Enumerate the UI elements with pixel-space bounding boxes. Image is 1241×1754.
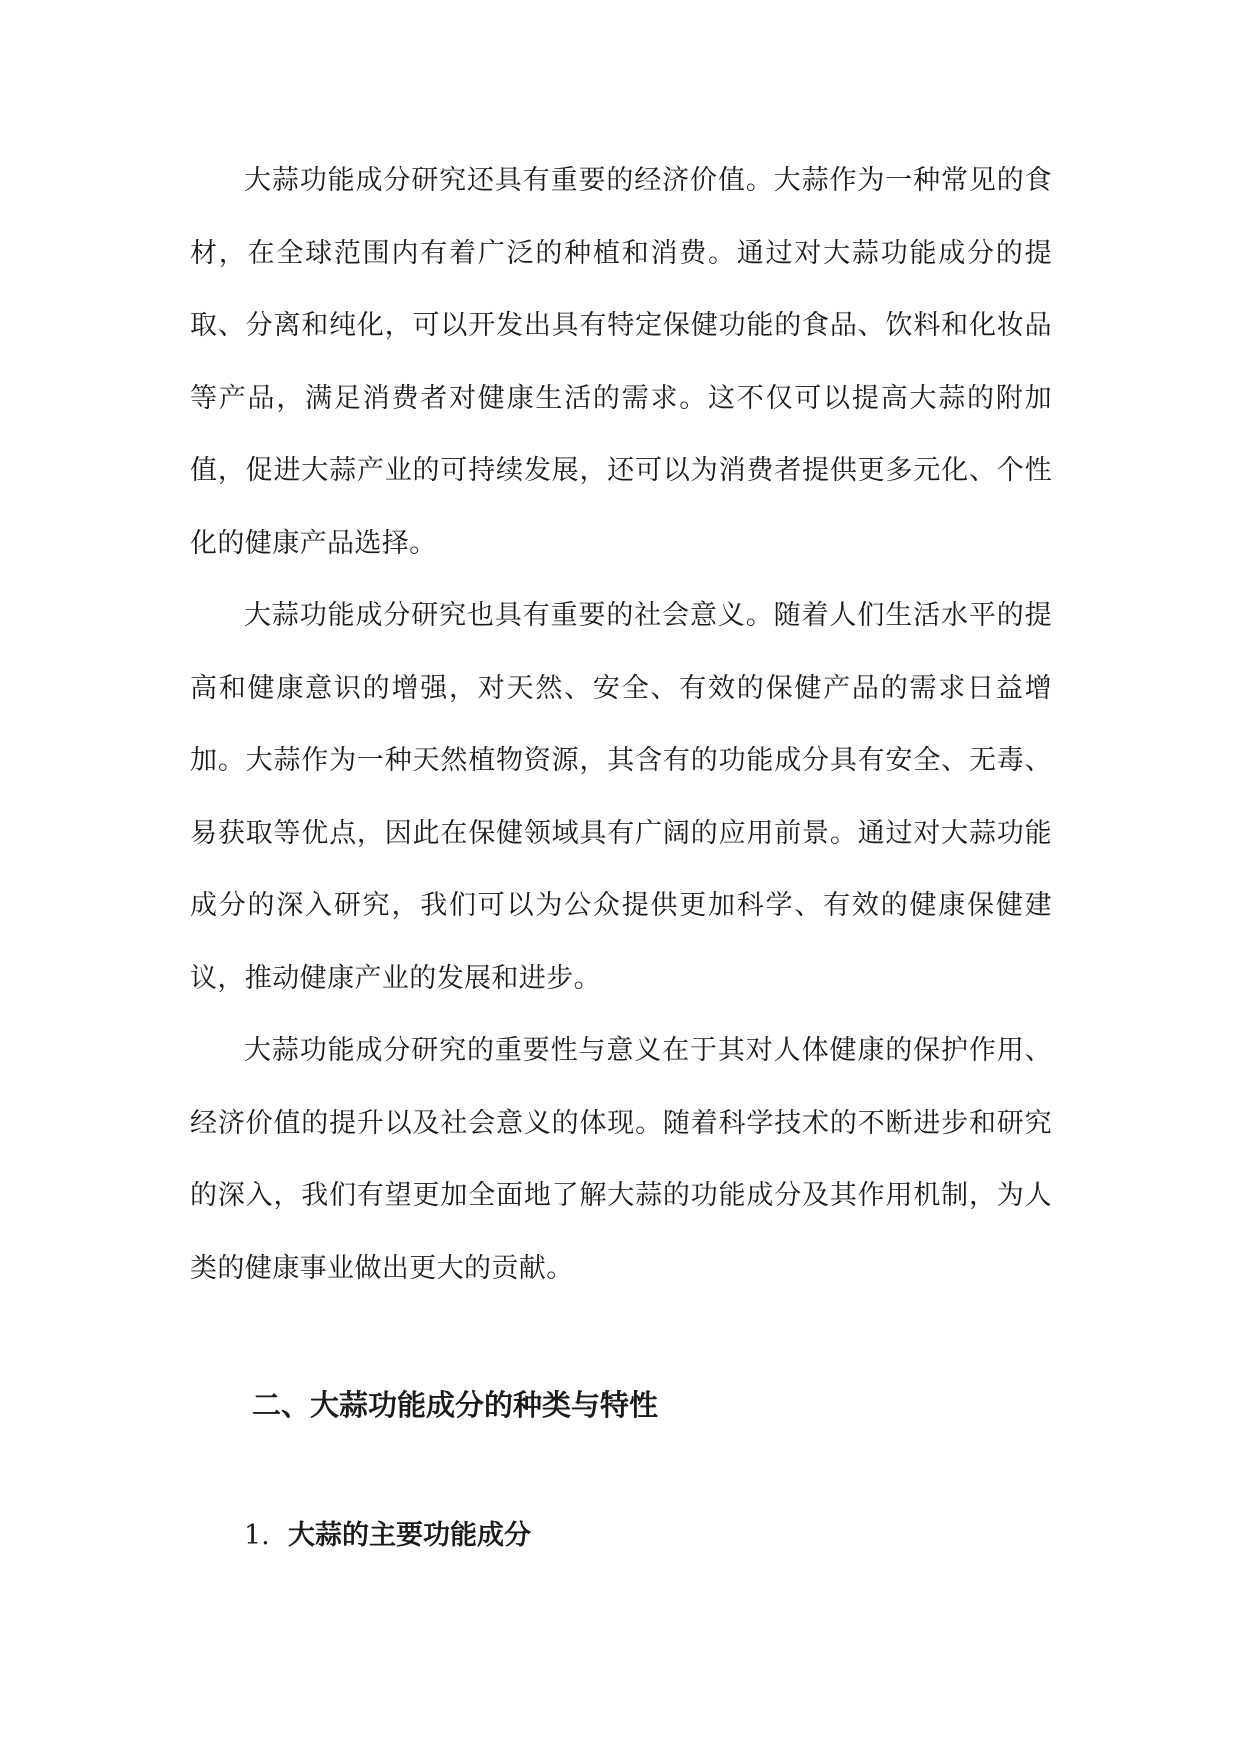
section-heading: 二、大蒜功能成分的种类与特性 [252, 1388, 659, 1422]
subsection-title: 大蒜的主要功能成分 [288, 1520, 531, 1551]
subsection-number: 1. [244, 1520, 270, 1551]
document-body [190, 145, 1052, 1551]
paragraph-economic-value: 大蒜功能成分研究还具有重要的经济价值。大蒜作为一种常见的食材，在全球范围内有着广泛的种植和消费。通过对大蒜功能成分的提取、分离和纯化，可以开发出具有特定保健功能的食品、饮料和化妆品等产品，满足消费者对健康生活的需求。这不仅可以提高大蒜的附加值，促进大蒜产业的可持续发展，还可以为消费者提供更多元化、个性化的健康产品选择。 [190, 165, 1052, 559]
paragraph-social-significance: 大蒜功能成分研究也具有重要的社会意义。随着人们生活水平的提高和健康意识的增强，对天然、安全、有效的保健产品的需求日益增加。大蒜作为一种天然植物资源，其含有的功能成分具有安全、无毒、易获取等优点，因此在保健领域具有广阔的应用前景。通过对大蒜功能成分的深入研究，我们可以为公众提供更加科学、有效的健康保健建议，推动健康产业的发展和进步。 [190, 600, 1052, 994]
paragraph-summary: 大蒜功能成分研究的重要性与意义在于其对人体健康的保护作用、经济价值的提升以及社会意义的体现。随着科学技术的不断进步和研究的深入，我们有望更加全面地了解大蒜的功能成分及其作用机制，为人类的健康事业做出更大的贡献。 [190, 1035, 1052, 1284]
subsection-heading [190, 1516, 531, 1556]
